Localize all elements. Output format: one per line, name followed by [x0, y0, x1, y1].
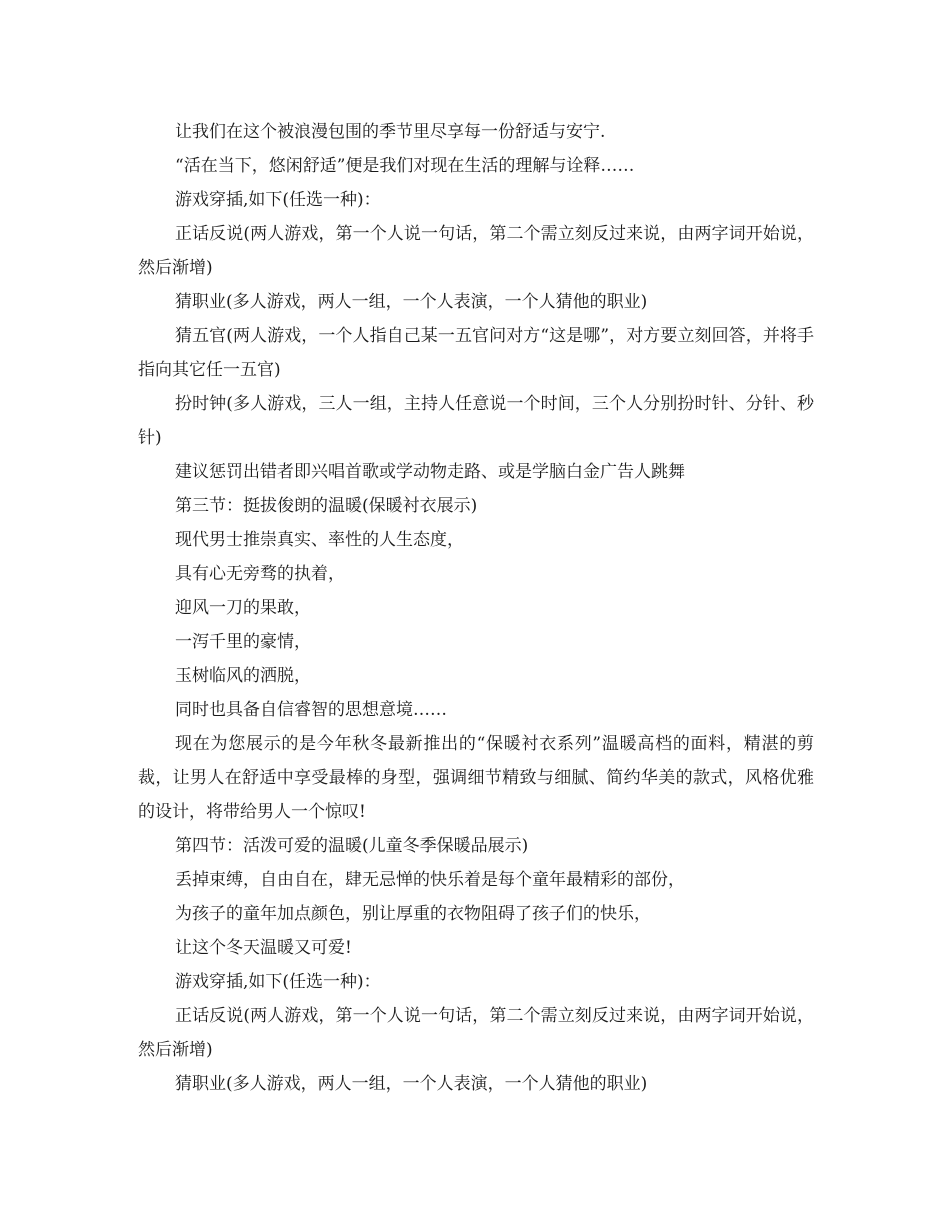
paragraph: 让这个冬天温暖又可爱! — [175, 938, 352, 958]
paragraph: 让我们在这个被浪漫包围的季节里尽享每一份舒适与安宁. — [175, 122, 606, 142]
paragraph: 丢掉束缚，自由自在，肆无忌惮的快乐着是每个童年最精彩的部份， — [175, 870, 685, 890]
paragraph: “活在当下，悠闲舒适”便是我们对现在生活的理解与诠释…… — [175, 156, 635, 176]
paragraph: 猜五官(两人游戏，一个人指自己某一五官问对方“这是哪”，对方要立刻回答，并将手指向其它任一五官) — [138, 326, 814, 380]
paragraph: 游戏穿插,如下(任选一种)： — [175, 190, 381, 210]
section-heading: 第四节：活泼可爱的温暖(儿童冬季保暖品展示) — [175, 836, 529, 856]
paragraph: 正话反说(两人游戏，第一个人说一句话，第二个需立刻反过来说，由两字词开始说，然后渐增) — [138, 1006, 814, 1060]
paragraph: 具有心无旁骛的执着， — [175, 564, 345, 584]
paragraph: 一泻千里的豪情， — [175, 632, 311, 652]
paragraph: 玉树临风的洒脱， — [175, 666, 311, 686]
paragraph: 现代男士推崇真实、率性的人生态度， — [175, 530, 464, 550]
document-page — [138, 115, 814, 1101]
paragraph: 猜职业(多人游戏，两人一组，一个人表演，一个人猜他的职业) — [175, 1074, 648, 1094]
paragraph: 扮时钟(多人游戏，三人一组，主持人任意说一个时间，三个人分别扮时针、分针、秒针) — [138, 394, 814, 448]
paragraph: 为孩子的童年加点颜色，别让厚重的衣物阻碍了孩子们的快乐， — [175, 904, 651, 924]
paragraph: 迎风一刀的果敢， — [175, 598, 311, 618]
paragraph: 游戏穿插,如下(任选一种)： — [175, 972, 381, 992]
paragraph: 现在为您展示的是今年秋冬最新推出的“保暖衬衣系列”温暖高档的面料，精湛的剪裁，让男人在舒适中享受最棒的身型，强调细节精致与细腻、简约华美的款式，风格优雅的设计，将带给男人一个惊叹! — [138, 734, 814, 822]
paragraph: 猜职业(多人游戏，两人一组，一个人表演，一个人猜他的职业) — [175, 292, 648, 312]
section-heading: 第三节：挺拔俊朗的温暖(保暖衬衣展示) — [175, 496, 478, 516]
paragraph: 同时也具备自信睿智的思想意境…… — [175, 700, 447, 720]
paragraph: 正话反说(两人游戏，第一个人说一句话，第二个需立刻反过来说，由两字词开始说，然后渐增) — [138, 224, 814, 278]
paragraph: 建议惩罚出错者即兴唱首歌或学动物走路、或是学脑白金广告人跳舞 — [175, 462, 685, 482]
